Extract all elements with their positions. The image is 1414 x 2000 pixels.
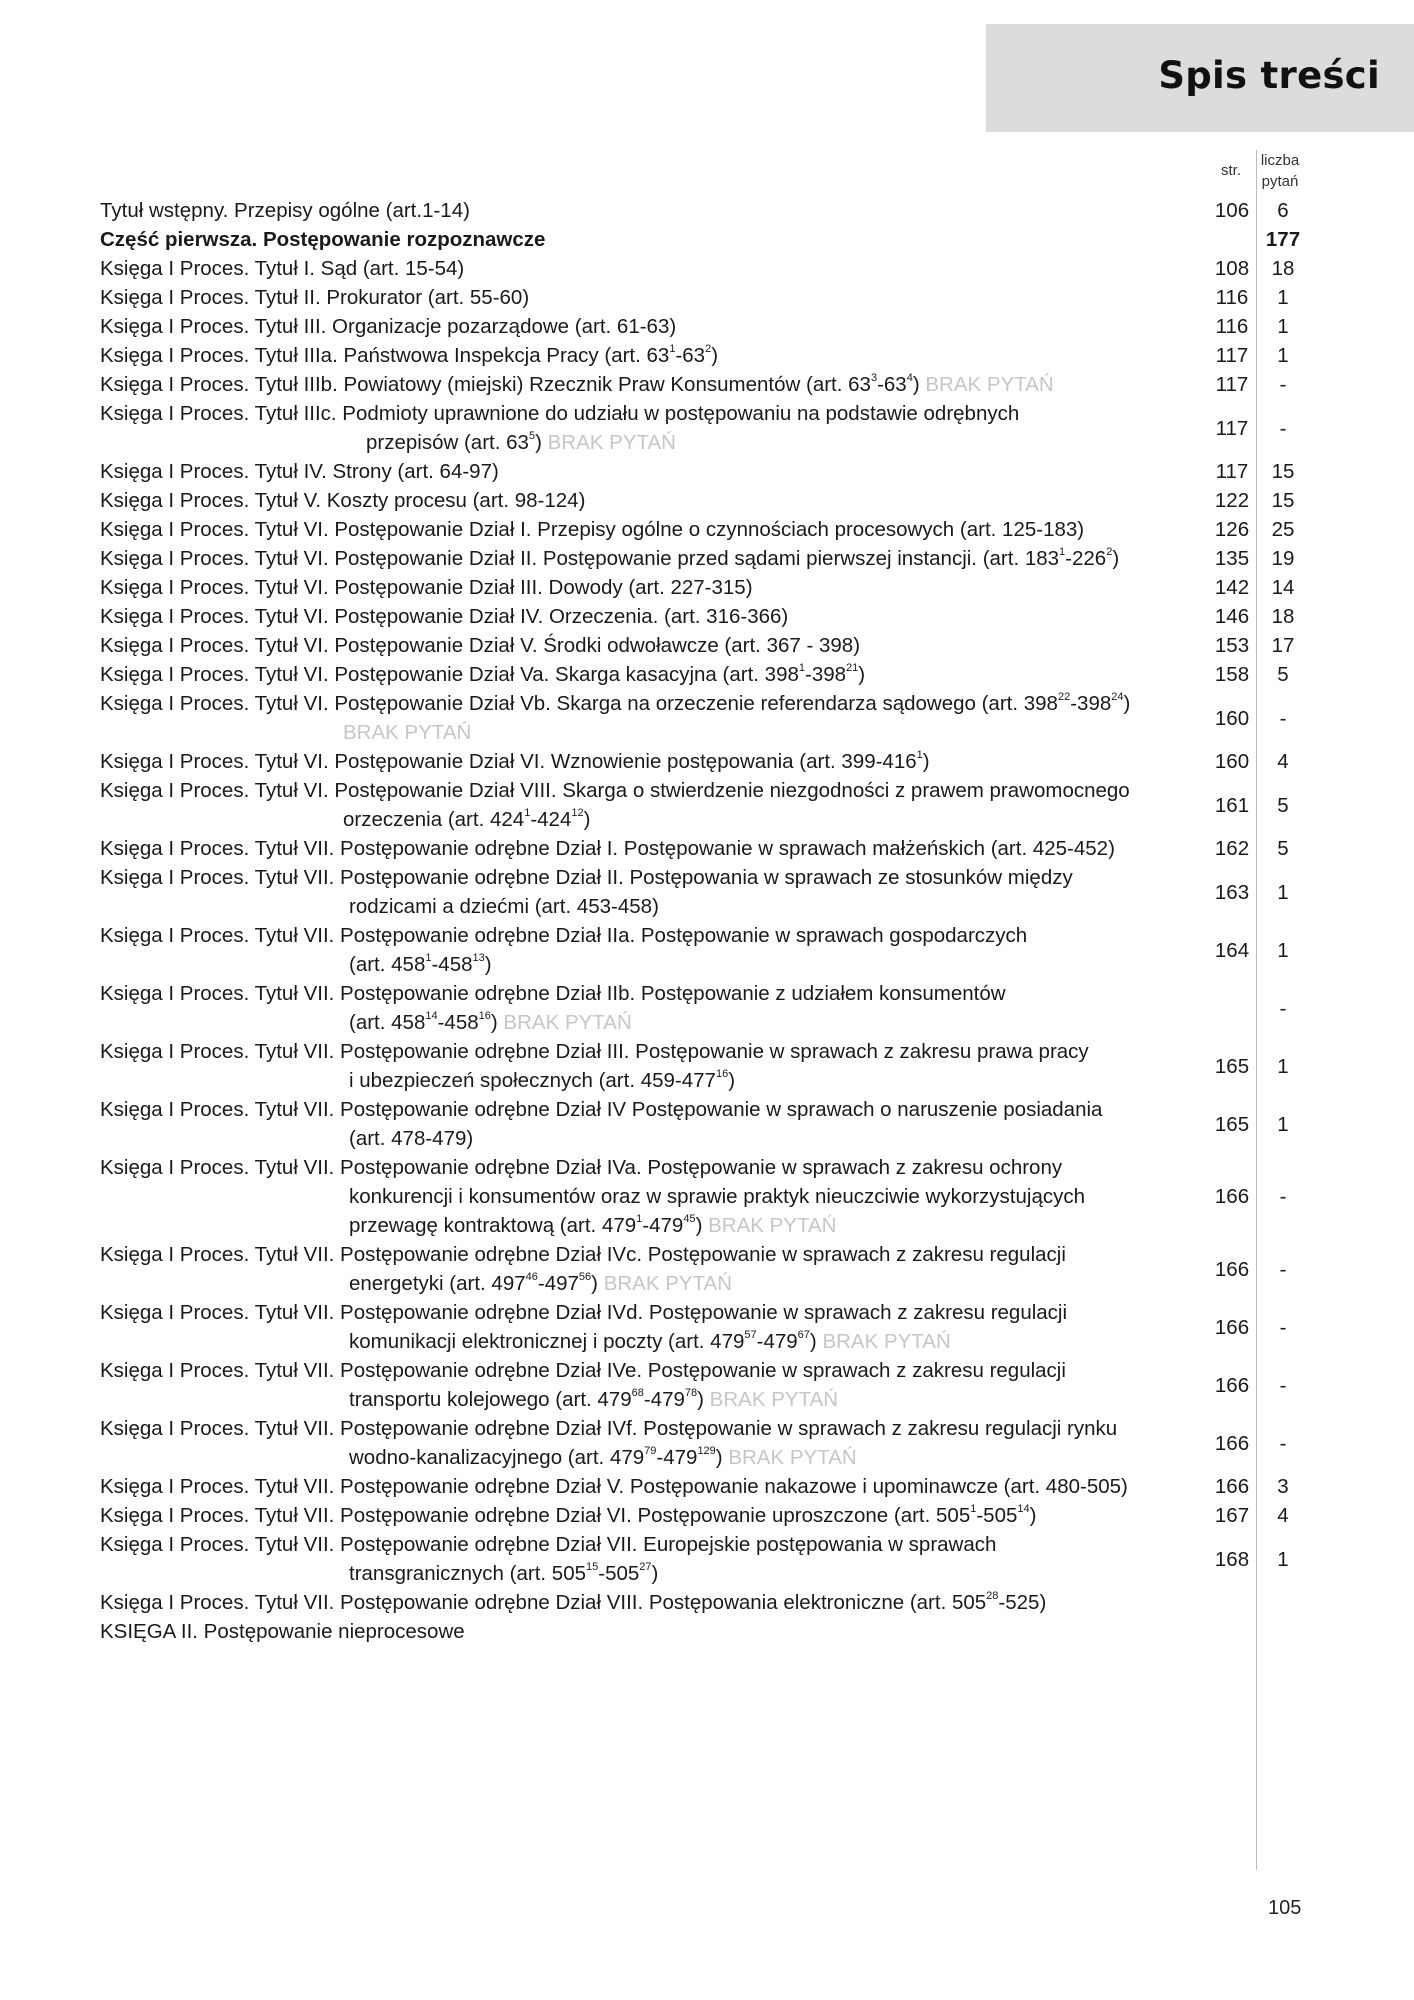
toc-count: 18: [1271, 605, 1295, 628]
toc-row[interactable]: [100, 254, 1310, 283]
toc-row[interactable]: [100, 341, 1310, 370]
toc-page: 116: [1215, 315, 1249, 338]
toc-title: Księga I Proces. Tytuł VII. Postępowanie odrębne Dział IVc. Postępowanie w sprawach z zakresu regulacji energetyki (art. $497^{46}-497^{56}$) BRAK PYTAŃ: [100, 1243, 1066, 1295]
table-of-contents: [100, 150, 1310, 1646]
toc-page: 160: [1214, 706, 1250, 730]
toc-row[interactable]: [100, 631, 1310, 660]
toc-page: 146: [1214, 605, 1250, 628]
toc-count: -: [1279, 1185, 1287, 1208]
toc-page: 166: [1214, 1257, 1250, 1281]
toc-page: 168: [1214, 1547, 1250, 1571]
toc-count: 177: [1265, 228, 1301, 251]
toc-row[interactable]: [100, 1356, 1310, 1414]
toc-row[interactable]: [100, 544, 1310, 573]
toc-title: Księga I Proces. Tytuł VI. Postępowanie Dział V. Środki odwoławcze (art. 367 - 398): [100, 634, 861, 657]
no-questions-marker: BRAK PYTAŃ: [547, 431, 676, 454]
count-column-header: [1250, 150, 1310, 192]
toc-page: 122: [1214, 489, 1250, 512]
toc-page: 117: [1215, 416, 1249, 440]
toc-title: Księga I Proces. Tytuł VI. Postępowanie Dział VI. Wznowienie postępowania (art. $399-416^1$): [100, 749, 930, 773]
no-questions-marker: BRAK PYTAŃ: [728, 1446, 857, 1469]
toc-row[interactable]: [100, 1240, 1310, 1298]
toc-page: 165: [1214, 1112, 1250, 1136]
toc-count: 15: [1271, 489, 1295, 512]
toc-count: -: [1279, 996, 1287, 1020]
toc-title: Księga I Proces. Tytuł VII. Postępowanie odrębne Dział IVf. Postępowanie w sprawach z zakresu regulacji rynku wodno-kanalizacyjnego (art. $479^{79}-479^{129}$) BRAK PYTAŃ: [100, 1417, 1118, 1469]
toc-row[interactable]: [100, 1617, 1310, 1646]
toc-title: Księga I Proces. Tytuł II. Prokurator (art. 55-60): [100, 286, 530, 309]
toc-row[interactable]: [100, 1095, 1310, 1153]
toc-page: 126: [1214, 518, 1250, 541]
toc-title: Księga I Proces. Tytuł VII. Postępowanie odrębne Dział IV Postępowanie w sprawach o naruszenie posiadania (art. 478-479): [100, 1098, 1103, 1150]
toc-title: Księga I Proces. Tytuł IIIa. Państwowa Inspekcja Pracy (art. $63^1-63^2$): [100, 343, 719, 367]
toc-row[interactable]: [100, 573, 1310, 602]
toc-page: 162: [1214, 837, 1250, 860]
toc-count: 3: [1277, 1475, 1289, 1498]
toc-page: 166: [1214, 1185, 1250, 1208]
toc-title: Księga I Proces. Tytuł VI. Postępowanie Dział IV. Orzeczenia. (art. 316-366): [100, 605, 789, 628]
toc-row[interactable]: [100, 196, 1310, 225]
toc-title: Księga I Proces. Tytuł VII. Postępowanie odrębne Dział II. Postępowania w sprawach ze stosunków między rodzicami a dziećmi (art. 453-458): [100, 866, 1073, 918]
toc-count: -: [1279, 1431, 1287, 1455]
toc-title: Księga I Proces. Tytuł IIIb. Powiatowy (miejski) Rzecznik Praw Konsumentów (art. $63^3-63^4$) BRAK PYTAŃ: [100, 372, 1054, 396]
toc-page: 165: [1214, 1054, 1250, 1078]
toc-title: Księga I Proces. Tytuł VII. Postępowanie odrębne Dział VII. Europejskie postępowania w sprawach transgranicznych (art. $505^{15}-505^{27}$): [100, 1533, 997, 1585]
toc-title: Księga I Proces. Tytuł VI. Postępowanie Dział VIII. Skarga o stwierdzenie niezgodności z prawem prawomocnego orzeczenia (art. $424^1-424^{12}$): [100, 779, 1130, 831]
toc-count: -: [1279, 416, 1287, 440]
toc-title: Księga I Proces. Tytuł V. Koszty procesu (art. 98-124): [100, 489, 586, 512]
toc-page: 116: [1215, 286, 1249, 309]
toc-page: 153: [1214, 634, 1250, 657]
toc-row[interactable]: [100, 1588, 1310, 1617]
toc-count: 1: [1277, 1112, 1289, 1136]
toc-count: 1: [1277, 1054, 1289, 1078]
no-questions-marker: BRAK PYTAŃ: [603, 1272, 733, 1295]
toc-title: Księga I Proces. Tytuł VII. Postępowanie odrębne Dział IVd. Postępowanie w sprawach z zakresu regulacji komunikacji elektronicznej i poczty (art. $479^{57}-479^{67}$) BRAK PYTAŃ: [100, 1301, 1068, 1353]
toc-count: -: [1279, 1315, 1287, 1339]
page-title: Spis treści: [1158, 54, 1380, 97]
toc-row[interactable]: [100, 863, 1310, 921]
no-questions-marker: BRAK PYTAŃ: [822, 1330, 951, 1353]
toc-count: 18: [1271, 257, 1295, 280]
toc-title: Księga I Proces. Tytuł VII. Postępowanie odrębne Dział V. Postępowanie nakazowe i upominawcze (art. 480-505): [100, 1475, 1128, 1498]
toc-page: 108: [1214, 257, 1250, 280]
toc-page: 166: [1214, 1431, 1250, 1455]
toc-page: 142: [1214, 576, 1250, 599]
no-questions-marker: BRAK PYTAŃ: [503, 1011, 632, 1034]
toc-title: Księga I Proces. Tytuł IV. Strony (art. 64-97): [100, 460, 499, 483]
toc-count: -: [1279, 1373, 1287, 1397]
toc-title: KSIĘGA II. Postępowanie nieprocesowe: [100, 1620, 465, 1643]
toc-page: 117: [1215, 344, 1249, 367]
no-questions-marker: BRAK PYTAŃ: [708, 1214, 837, 1237]
no-questions-marker: BRAK PYTAŃ: [343, 721, 472, 744]
toc-row[interactable]: [100, 486, 1310, 515]
toc-title: Księga I Proces. Tytuł VII. Postępowanie odrębne Dział IVa. Postępowanie w sprawach z zakresu ochrony konkurencji i konsumentów oraz w sprawie praktyk nieuczciwie wykorzystujących przewagę kontraktową (art. $479^1-479^{45}$) BRAK PYTAŃ: [100, 1156, 1085, 1237]
toc-count: 5: [1277, 793, 1289, 817]
toc-page: 164: [1214, 938, 1250, 962]
toc-count: 6: [1277, 199, 1289, 222]
toc-row[interactable]: [100, 1037, 1310, 1095]
toc-page: 166: [1214, 1315, 1250, 1339]
toc-page: 106: [1214, 199, 1250, 222]
toc-count: 25: [1271, 518, 1295, 541]
toc-count: 4: [1277, 750, 1289, 773]
toc-count: -: [1279, 373, 1287, 396]
header-box: [986, 24, 1414, 132]
count-header-line2: pytań: [1261, 173, 1299, 190]
toc-count: 1: [1277, 286, 1289, 309]
column-headers: [100, 150, 1310, 196]
toc-row[interactable]: [100, 1501, 1310, 1530]
toc-row[interactable]: [100, 979, 1310, 1037]
toc-title: Księga I Proces. Tytuł VII. Postępowanie odrębne Dział IIb. Postępowanie z udziałem konsumentów (art. $458^{14}-458^{16}$) BRAK PYTAŃ: [100, 982, 1006, 1034]
toc-title: Księga I Proces. Tytuł VII. Postępowanie odrębne Dział IIa. Postępowanie w sprawach gospodarczych (art. $458^1-458^{13}$): [100, 924, 1028, 976]
toc-title: Księga I Proces. Tytuł I. Sąd (art. 15-54): [100, 257, 465, 280]
toc-row[interactable]: [100, 660, 1310, 689]
toc-row[interactable]: [100, 921, 1310, 979]
toc-title: Księga I Proces. Tytuł VII. Postępowanie odrębne Dział IVe. Postępowanie w sprawach z zakresu regulacji transportu kolejowego (art. $479^{68}-479^{78}$) BRAK PYTAŃ: [100, 1359, 1066, 1411]
toc-row[interactable]: [100, 1153, 1310, 1240]
page-column-header: str.: [1220, 162, 1241, 179]
toc-row[interactable]: [100, 457, 1310, 486]
toc-count: 1: [1277, 1547, 1289, 1571]
toc-title: Księga I Proces. Tytuł VI. Postępowanie Dział III. Dowody (art. 227-315): [100, 576, 753, 599]
toc-row[interactable]: [100, 602, 1310, 631]
toc-count: 19: [1271, 547, 1295, 570]
toc-page: 158: [1214, 663, 1250, 686]
toc-page: 117: [1215, 373, 1249, 396]
no-questions-marker: BRAK PYTAŃ: [925, 373, 1054, 396]
toc-row[interactable]: [100, 1472, 1310, 1501]
toc-title: Księga I Proces. Tytuł VII. Postępowanie odrębne Dział VIII. Postępowania elektroniczne (art. $505^{28}-525$): [100, 1590, 1047, 1614]
toc-title: Księga I Proces. Tytuł VI. Postępowanie Dział II. Postępowanie przed sądami pierwszej instancji. (art. $183^1-226^2$): [100, 546, 1120, 570]
toc-page: 166: [1214, 1475, 1250, 1498]
toc-row[interactable]: [100, 370, 1310, 399]
toc-count: 15: [1271, 460, 1295, 483]
toc-count: 17: [1271, 634, 1295, 657]
toc-page: 163: [1214, 880, 1250, 904]
toc-count: 1: [1277, 315, 1289, 338]
toc-row[interactable]: [100, 776, 1310, 834]
toc-count: 5: [1277, 837, 1289, 860]
toc-count: 14: [1271, 576, 1295, 599]
toc-row[interactable]: [100, 399, 1310, 457]
toc-row[interactable]: [100, 1530, 1310, 1588]
toc-title: Część pierwsza. Postępowanie rozpoznawcze: [100, 228, 546, 251]
toc-row[interactable]: [100, 747, 1310, 776]
toc-row-part-heading[interactable]: [100, 225, 1310, 254]
toc-page: 167: [1214, 1504, 1250, 1527]
page-number: 105: [1268, 1897, 1302, 1919]
toc-row[interactable]: [100, 1414, 1310, 1472]
toc-title: Księga I Proces. Tytuł VII. Postępowanie odrębne Dział III. Postępowanie w sprawach z zakresu prawa pracy i ubezpieczeń społecznych (art. $459-477^{16}$): [100, 1040, 1089, 1092]
toc-title: Księga I Proces. Tytuł VI. Postępowanie Dział Va. Skarga kasacyjna (art. $398^1-398^{21}$): [100, 662, 866, 686]
toc-count: 1: [1277, 344, 1289, 367]
toc-row[interactable]: [100, 312, 1310, 341]
toc-count: 1: [1277, 880, 1289, 904]
toc-title: Księga I Proces. Tytuł VII. Postępowanie odrębne Dział VI. Postępowanie uproszczone (art. $505^1-505^{14}$): [100, 1503, 1037, 1527]
toc-count: -: [1279, 706, 1287, 730]
toc-page: 166: [1214, 1373, 1250, 1397]
toc-title: Księga I Proces. Tytuł VII. Postępowanie odrębne Dział I. Postępowanie w sprawach małżeńskich (art. 425-452): [100, 837, 1115, 860]
toc-title: Księga I Proces. Tytuł III. Organizacje pozarządowe (art. 61-63): [100, 315, 677, 338]
toc-page: 135: [1214, 547, 1250, 570]
toc-count: 4: [1277, 1504, 1289, 1527]
toc-row[interactable]: [100, 834, 1310, 863]
toc-page: 161: [1214, 793, 1250, 817]
toc-page: 117: [1215, 460, 1249, 483]
toc-title: Księga I Proces. Tytuł IIIc. Podmioty uprawnione do udziału w postępowaniu na podstawie odrębnych przepisów (art. $63^5$) BRAK PYTAŃ: [100, 402, 1020, 454]
toc-count: -: [1279, 1257, 1287, 1281]
toc-title: Tytuł wstępny. Przepisy ogólne (art.1-14): [100, 199, 470, 222]
count-header-line1: liczba: [1260, 152, 1300, 169]
toc-count: 1: [1277, 938, 1289, 962]
no-questions-marker: BRAK PYTAŃ: [709, 1388, 839, 1411]
toc-row[interactable]: [100, 283, 1310, 312]
toc-count: 5: [1277, 663, 1289, 686]
toc-row[interactable]: [100, 689, 1310, 747]
toc-row[interactable]: [100, 1298, 1310, 1356]
toc-title: Księga I Proces. Tytuł VI. Postępowanie Dział I. Przepisy ogólne o czynnościach procesowych (art. 125-183): [100, 518, 1085, 541]
toc-page: 160: [1214, 750, 1250, 773]
toc-title: Księga I Proces. Tytuł VI. Postępowanie Dział Vb. Skarga na orzeczenie referendarza sądowego (art. $398^{22}-398^{24}$) BRAK PYTAŃ: [100, 691, 1131, 744]
toc-row[interactable]: [100, 515, 1310, 544]
